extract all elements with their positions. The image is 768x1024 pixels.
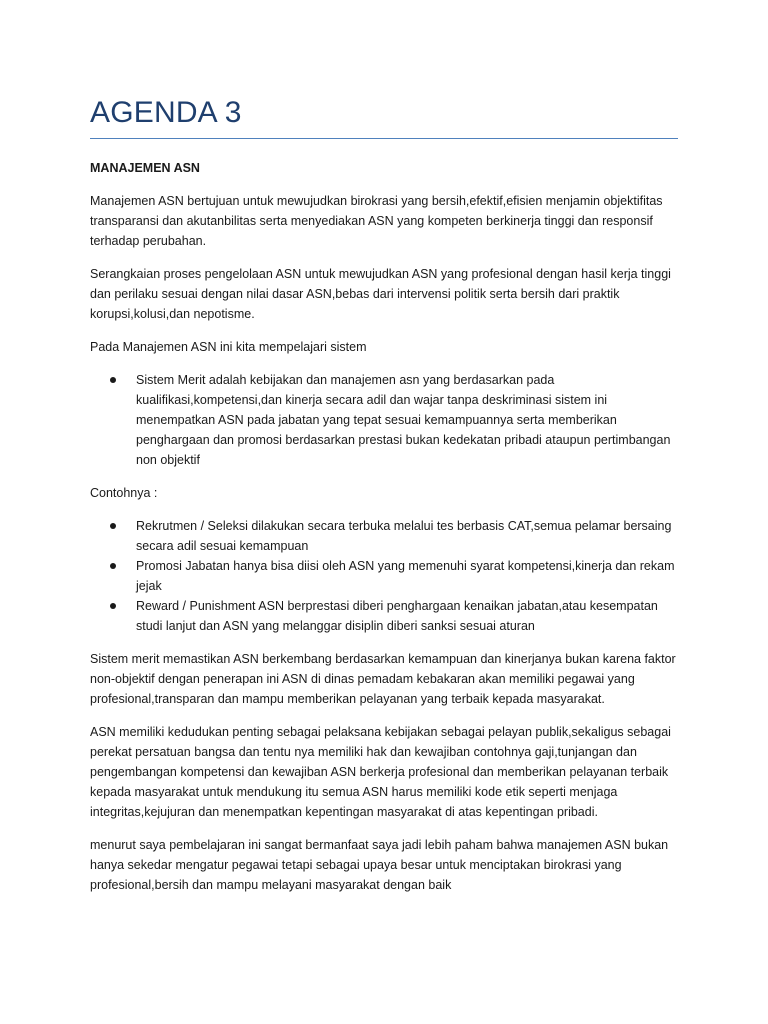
list-item-text: Reward / Punishment ASN berprestasi diberi penghargaan kenaikan jabatan,atau kesempatan studi lanjut dan ASN yang melanggar disiplin diberi sanksi sesuai aturan [136, 599, 658, 633]
document-page [90, 96, 680, 908]
section-heading: MANAJEMEN ASN [90, 161, 200, 175]
bullet-icon [110, 523, 116, 529]
list-item [90, 370, 680, 470]
page-title: AGENDA 3 [90, 96, 242, 129]
examples-label: Contohnya : [90, 486, 158, 500]
paragraph-intro-2: Serangkaian proses pengelolaan ASN untuk mewujudkan ASN yang profesional dengan hasil kerja tinggi dan perilaku sesuai dengan nilai dasar ASN,bebas dari intervensi politik serta bersih dari praktik korupsi,kolusi,dan nepotisme. [90, 267, 671, 321]
paragraph-intro-3: Pada Manajemen ASN ini kita mempelajari sistem [90, 340, 367, 354]
list-item [90, 516, 680, 556]
paragraph-intro-1: Manajemen ASN bertujuan untuk mewujudkan birokrasi yang bersih,efektif,efisien menjamin objektifitas transparansi dan akutanbilitas serta menyediakan ASN yang kompeten berkinerja tinggi dan responsif terhadap perubahan. [90, 194, 663, 248]
list-item [90, 596, 680, 636]
title-divider [90, 138, 678, 139]
bullet-icon [110, 603, 116, 609]
list-item-text: Rekrutmen / Seleksi dilakukan secara terbuka melalui tes berbasis CAT,semua pelamar bersaing secara adil sesuai kemampuan [136, 519, 672, 553]
paragraph-closing-2: ASN memiliki kedudukan penting sebagai pelaksana kebijakan sebagai pelayan publik,sekaligus sebagai perekat persatuan bangsa dan tentu nya memiliki hak dan kewajiban contohnya gaji,tunjangan dan pengembangan kompetensi dan kewajiban ASN berkerja profesional dan memberikan pelayanan terbaik kepada masyarakat untuk mendukung itu semua ASN harus memiliki kode etik seperti menjaga integritas,kejujuran dan menempatkan kepentingan masyarakat di atas kepentingan pribadi. [90, 725, 671, 819]
examples-bullet-list [90, 516, 680, 636]
bullet-icon [110, 563, 116, 569]
list-item-text: Promosi Jabatan hanya bisa diisi oleh ASN yang memenuhi syarat kompetensi,kinerja dan rekam jejak [136, 559, 675, 593]
list-item-text: Sistem Merit adalah kebijakan dan manajemen asn yang berdasarkan pada kualifikasi,kompetensi,dan kinerja secara adil dan wajar tanpa deskriminasi sistem ini menempatkan ASN pada jabatan yang tepat sesuai kemampuannya serta memberikan penghargaan dan promosi berdasarkan prestasi bukan kedekatan pribadi ataupun pertimbangan non objektif [136, 373, 671, 467]
list-item [90, 556, 680, 596]
paragraph-closing-3: menurut saya pembelajaran ini sangat bermanfaat saya jadi lebih paham bahwa manajemen ASN bukan hanya sekedar mengatur pegawai tetapi sebagai upaya besar untuk menciptakan birokrasi yang profesional,bersih dan mampu melayani masyarakat dengan baik [90, 838, 669, 892]
system-bullet-list [90, 370, 680, 470]
paragraph-closing-1: Sistem merit memastikan ASN berkembang berdasarkan kemampuan dan kinerjanya bukan karena faktor non-objektif dengan penerapan ini ASN di dinas pemadam kebakaran akan memiliki pegawai yang profesional,transparan dan mampu memberikan pelayanan yang terbaik kepada masyarakat. [90, 652, 676, 706]
bullet-icon [110, 377, 116, 383]
